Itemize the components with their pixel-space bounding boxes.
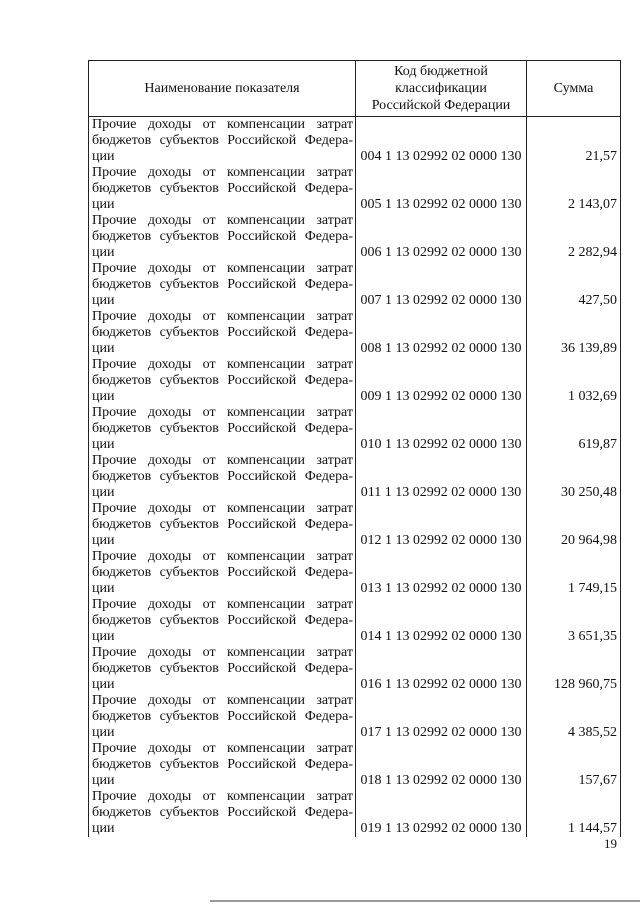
row-code-cell: 005 1 13 02992 02 0000 130 — [356, 165, 527, 213]
row-code-cell: 011 1 13 02992 02 0000 130 — [356, 453, 527, 501]
table-row — [89, 357, 621, 405]
row-name-cell: Прочие доходы от компенсации затрат бюджетов субъектов Российской Федера-ции — [89, 597, 356, 645]
row-code-cell: 013 1 13 02992 02 0000 130 — [356, 549, 527, 597]
row-sum-cell: 4 385,52 — [527, 693, 621, 741]
row-sum-cell: 2 282,94 — [527, 213, 621, 261]
row-sum-cell: 427,50 — [527, 261, 621, 309]
row-name-cell: Прочие доходы от компенсации затрат бюджетов субъектов Российской Федера-ции — [89, 645, 356, 693]
row-code-cell: 007 1 13 02992 02 0000 130 — [356, 261, 527, 309]
row-code-cell: 014 1 13 02992 02 0000 130 — [356, 597, 527, 645]
header-sum: Сумма — [527, 61, 621, 117]
table-row — [89, 549, 621, 597]
row-sum-cell: 3 651,35 — [527, 597, 621, 645]
table-row — [89, 309, 621, 357]
row-name-cell: Прочие доходы от компенсации затрат бюджетов субъектов Российской Федера-ции — [89, 549, 356, 597]
row-code-cell: 009 1 13 02992 02 0000 130 — [356, 357, 527, 405]
row-code-cell: 012 1 13 02992 02 0000 130 — [356, 501, 527, 549]
budget-table — [88, 60, 621, 837]
header-name: Наименование показателя — [89, 61, 356, 117]
row-code-cell: 016 1 13 02992 02 0000 130 — [356, 645, 527, 693]
row-name-cell: Прочие доходы от компенсации затрат бюджетов субъектов Российской Федера-ции — [89, 261, 356, 309]
header-code: Код бюджетной классификации Российской Федерации — [356, 61, 527, 117]
row-sum-cell: 20 964,98 — [527, 501, 621, 549]
row-sum-cell: 21,57 — [527, 117, 621, 166]
row-sum-cell: 1 144,57 — [527, 789, 621, 837]
row-sum-cell: 2 143,07 — [527, 165, 621, 213]
row-sum-cell: 1 032,69 — [527, 357, 621, 405]
table-row — [89, 453, 621, 501]
table-header — [89, 61, 621, 117]
header-row — [89, 61, 621, 117]
row-name-cell: Прочие доходы от компенсации затрат бюджетов субъектов Российской Федера-ции — [89, 309, 356, 357]
row-code-cell: 010 1 13 02992 02 0000 130 — [356, 405, 527, 453]
table-row — [89, 501, 621, 549]
row-sum-cell: 1 749,15 — [527, 549, 621, 597]
row-name-cell: Прочие доходы от компенсации затрат бюджетов субъектов Российской Федера-ции — [89, 165, 356, 213]
table-body — [89, 117, 621, 838]
row-name-cell: Прочие доходы от компенсации затрат бюджетов субъектов Российской Федера-ции — [89, 117, 356, 166]
row-name-cell: Прочие доходы от компенсации затрат бюджетов субъектов Российской Федера-ции — [89, 789, 356, 837]
table-row — [89, 597, 621, 645]
row-code-cell: 008 1 13 02992 02 0000 130 — [356, 309, 527, 357]
row-name-cell: Прочие доходы от компенсации затрат бюджетов субъектов Российской Федера-ции — [89, 741, 356, 789]
row-name-cell: Прочие доходы от компенсации затрат бюджетов субъектов Российской Федера-ции — [89, 501, 356, 549]
row-code-cell: 019 1 13 02992 02 0000 130 — [356, 789, 527, 837]
row-code-cell: 017 1 13 02992 02 0000 130 — [356, 693, 527, 741]
row-sum-cell: 619,87 — [527, 405, 621, 453]
table-row — [89, 213, 621, 261]
table-row — [89, 165, 621, 213]
row-name-cell: Прочие доходы от компенсации затрат бюджетов субъектов Российской Федера-ции — [89, 405, 356, 453]
row-sum-cell: 128 960,75 — [527, 645, 621, 693]
table-row — [89, 117, 621, 166]
table-row — [89, 645, 621, 693]
row-name-cell: Прочие доходы от компенсации затрат бюджетов субъектов Российской Федера-ции — [89, 693, 356, 741]
table-row — [89, 693, 621, 741]
row-name-cell: Прочие доходы от компенсации затрат бюджетов субъектов Российской Федера-ции — [89, 357, 356, 405]
row-code-cell: 006 1 13 02992 02 0000 130 — [356, 213, 527, 261]
row-code-cell: 004 1 13 02992 02 0000 130 — [356, 117, 527, 166]
row-sum-cell: 30 250,48 — [527, 453, 621, 501]
row-sum-cell: 157,67 — [527, 741, 621, 789]
row-code-cell: 018 1 13 02992 02 0000 130 — [356, 741, 527, 789]
table-row — [89, 741, 621, 789]
table-row — [89, 261, 621, 309]
page-number: 19 — [604, 836, 617, 851]
table-row — [89, 789, 621, 837]
scan-edge-line — [210, 900, 640, 902]
row-name-cell: Прочие доходы от компенсации затрат бюджетов субъектов Российской Федера-ции — [89, 453, 356, 501]
table-row — [89, 405, 621, 453]
row-sum-cell: 36 139,89 — [527, 309, 621, 357]
row-name-cell: Прочие доходы от компенсации затрат бюджетов субъектов Российской Федера-ции — [89, 213, 356, 261]
